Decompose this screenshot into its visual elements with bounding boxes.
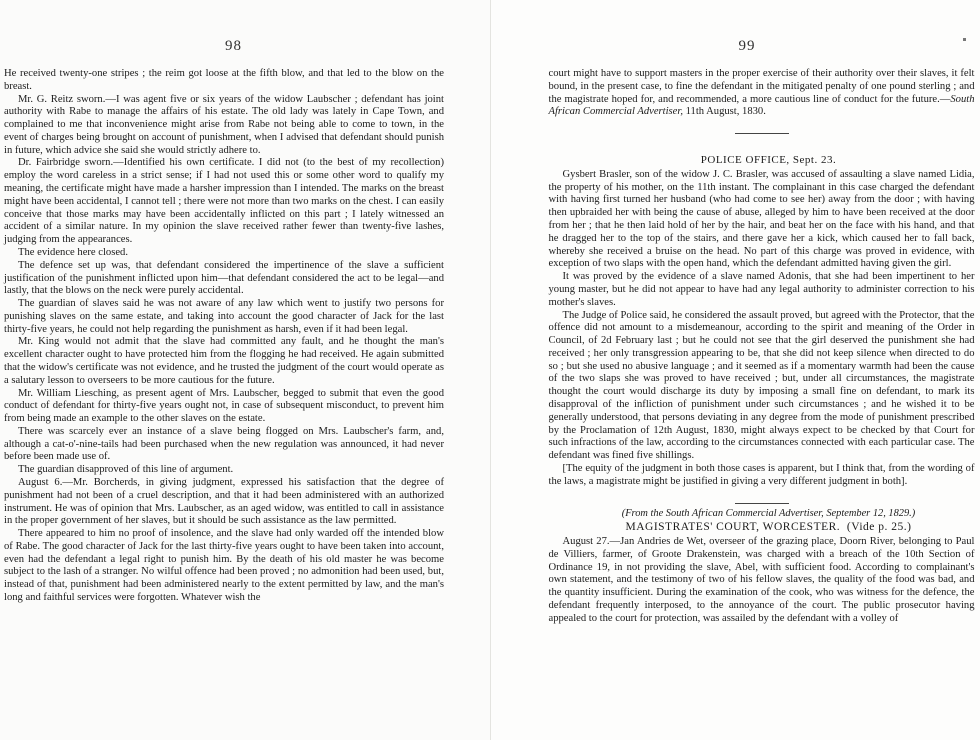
paragraph: He received twenty-one stripes ; the reim got loose at the fifth blow, and that led to the blow on the breast. <box>4 68 444 92</box>
paragraph: The guardian of slaves said he was not aware of any law which went to justify two persons for punishing slaves on the same estate, and taking into account the good character of Jack for the last thirty-five years, he could not help regarding the punishment as harsh, even if it had been legal. <box>4 298 444 335</box>
right-page <box>490 0 980 740</box>
paragraph: It was proved by the evidence of a slave named Adonis, that she had been impertinent to her young master, but he did not appear to have had any legal authority to administer correction to his mother's slaves. <box>548 271 975 308</box>
source-citation: South African Commercial Advertiser, <box>548 93 975 118</box>
paragraph: August 27.—Jan Andries de Wet, overseer of the grazing place, Doorn River, belonging to Paul de Villiers, farmer, of Groote Drakenstein, was charged with a breach of the 10th Section of Ordinance 19, in not providing the slave, Abel, with sufficient food. According to complainant's own statement, and the testimony of two of his fellow slaves, the quality of the food was bad, and the quantity insufficient. During the examination of the cook, who was witness for the defence, the defendant frequently interposed, to the annoyance of the court. The public prosecutor having appealed to the court for protection, was assailed by the defendant with a volley of <box>548 536 975 624</box>
paragraph: The defence set up was, that defendant considered the impertinence of the slave a sufficient justification of the punishment inflicted upon him—that defendant considered the act to be legal—and lastly, that the blows on the neck were purely accidental. <box>4 259 444 297</box>
page-number: 99 <box>738 38 756 54</box>
paragraph: The evidence here closed. <box>18 246 128 258</box>
section-heading <box>549 521 975 534</box>
section-divider <box>735 503 789 504</box>
page-reference: (Vide p. 25.) <box>846 521 912 534</box>
paragraph: The Judge of Police said, he considered the assault proved, but agreed with the Protector, that the offence did not amount to a misdemeanour, according to the spirit and meaning of the Order in Council, of 2d February last ; but he could not see that the girl deserved the punishment she had received ; her only transgression appearing to be, that she did not keep silence when directed to do so ; but she used no abusive language ; and it seemed as if a momentary warmth had been the cause of the two slaps she was proved to have received ; but, under all circumstances, the magistrate thought the court would discharge its duty by imposing a small fine on defendant, to mark its disapproval of the infliction of punishment under such circumstances ; and he wished it to be generally understood, that persons deviating in any degree from the mode of punishment prescribed by the Proclamation of 12th August, 1830, might always expect to be checked by that Court for such infractions of the law, according to the circumstances connected with each particular case. The defendant was fined five shillings. <box>548 309 975 462</box>
left-text-column <box>4 68 444 605</box>
paragraph: Mr. William Liesching, as present agent of Mrs. Laubscher, begged to submit that even the good conduct of defendant for thirty-five years ought not, in case of subsequent misconduct, to prevent him from being made an example to the other slaves on the estate. <box>4 387 444 425</box>
page-number: 98 <box>225 38 242 54</box>
paragraph: Mr. King would not admit that the slave had committed any fault, and he thought the man's excellent character ought to have protected him from the flogging he had received. He again submitted that the widow's certificate was not evidence, and he trusted the judgment of the court would operate as a salutary lesson to overseers to be more cautious for the future. <box>4 336 444 386</box>
section-divider <box>735 133 789 134</box>
citation-date: 11th August, 1830. <box>682 106 766 118</box>
paragraph: The guardian disapproved of this line of argument. <box>18 464 234 476</box>
paragraph: Dr. Fairbridge sworn.—Identified his own certificate. I did not (to the best of my recollection) employ the word careless in a strict sense; if I had not used this or some other word to qualify my meaning, the certificate might have made a harsher impression than I intended. The marks on the breast might have been accidental, I cannot tell ; there were not more than two marks on the chest. I can easily conceive that those marks may have been accidentally inflicted on this part ; I lately witnessed an accident of a similar nature. In my opinion the slave received rather fewer than twenty-five lashes, judging from the appearances. <box>4 157 444 246</box>
paragraph: There was scarcely ever an instance of a slave being flogged on Mrs. Laubscher's farm, and, although a cat-o'-nine-tails had been purchased when the new regulation was announced, it had never before been made use of. <box>4 425 444 463</box>
heading-text: MAGISTRATES' COURT, WORCESTER. <box>625 521 841 534</box>
section-heading: POLICE OFFICE, Sept. 23. <box>700 154 837 167</box>
paragraph-text: court might have to support masters in the proper exercise of their authority over their slaves, it felt bound, in the present case, to fine the defendant in the mitigated penalty of one pound sterling ; and the magistrate hoped for, and recommended, a more cautious line of conduct for the future.— <box>548 68 975 105</box>
paragraph: There appeared to him no proof of insolence, and the slave had only warded off the intended blow of Rabe. The good character of Jack for the last thirty-five years ought to have been taken into account, even had the defendant a legal right to punish him. By the death of his old master he was become subject to the lash of a stranger. No wilful offence had been proved ; no admonition had been used, but, instead of that, punishment had been administered nearly to the extent permitted by law, and the man's long and faithful services were forgotten. Whatever wish the <box>4 528 444 604</box>
paragraph <box>549 68 975 119</box>
paragraph: Gysbert Brasler, son of the widow J. C. Brasler, was accused of assaulting a slave named Lidia, the property of his mother, on the 11th instant. The complainant in this case charged the defendant with having first turned her husband (who had come to see her) away from the door ; with having then upbraided her with being the cause of abuse, alleged by him to have been received at the door from her ; that he then laid hold of her by the hair, and beat her on the face with his hand, and that he dragged her to the top of the stairs, and there gave her a kick, which caused her to fall back, whereby she received a bruise on the head. No part of this charge was proved in evidence, with exception of two slaps with the open hand, which the defendant admitted having given the girl. <box>548 168 975 270</box>
paragraph: [The equity of the judgment in both those cases is apparent, but I think that, from the wording of the laws, a magistrate might be justified in giving a very different judgment in both]. <box>548 462 975 487</box>
scan-speck <box>963 38 966 41</box>
paragraph: Mr. G. Reitz sworn.—I was agent five or six years of the widow Laubscher ; defendant has joint authority with Rabe to manage the affairs of his estate. The old lady was lately in Cape Town, and complained to me that inconvenience might arise from Rabe not being able to come to town, in the event of charges being brought on account of punishment, when I advised that defendant should punish in future, which advice she said she would strictly adhere to. <box>4 93 444 156</box>
paragraph: August 6.—Mr. Borcherds, in giving judgment, expressed his satisfaction that the degree of punishment had not been of a cruel description, and that it had been administered with an authorized instrument. He was of opinion that Mrs. Laubscher, as an aged widow, was entitled to call in assistance in the proper government of her slaves, but it should be such assistance as the law permitted. <box>4 477 444 527</box>
source-citation: (From the South African Commercial Advertiser, September 12, 1829.) <box>621 508 916 520</box>
right-text-column <box>549 68 975 625</box>
